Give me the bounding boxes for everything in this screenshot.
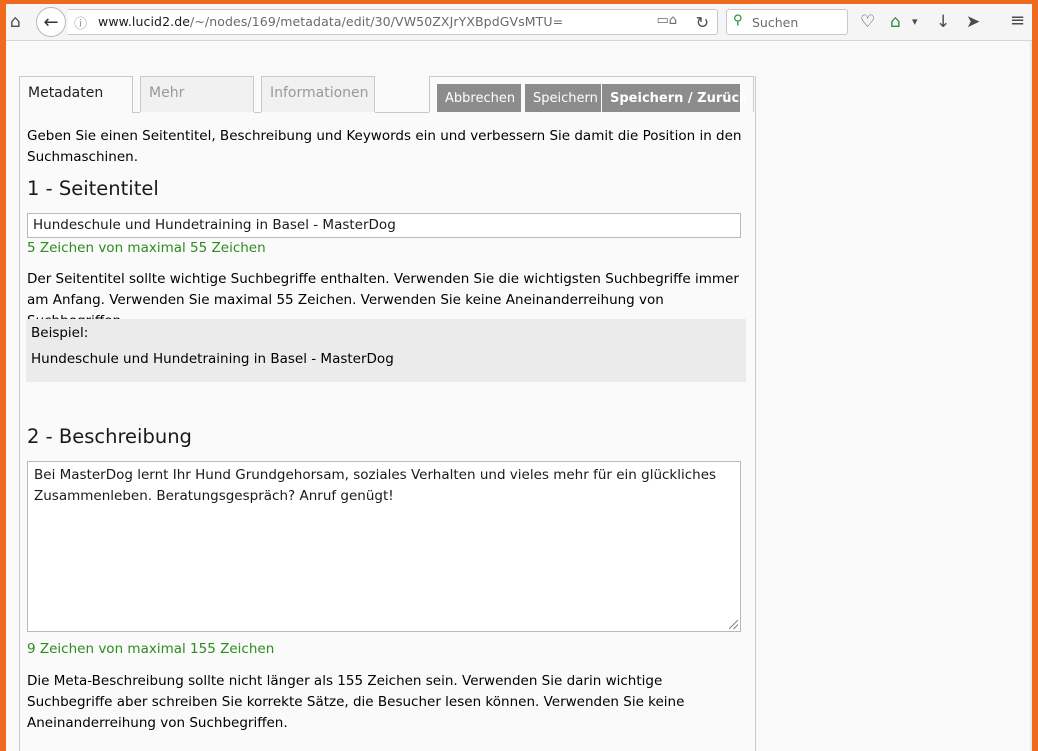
send-icon[interactable]: ➤ <box>966 12 981 32</box>
beschreibung-hint: Die Meta-Beschreibung sollte nicht länger als 155 Zeichen sein. Verwenden Sie darin wichtige Suchbegriffe aber schreiben Sie korrekte Sätze, die Besucher lesen können. Verwenden Sie keine Aneinanderreihung von Suchbegriffen. <box>27 673 685 731</box>
menu-icon[interactable]: ≡ <box>1010 10 1026 31</box>
cancel-button-label: Abbrechen <box>445 91 516 106</box>
section-heading-seitentitel: 1 - Seitentitel <box>27 177 159 200</box>
home-icon[interactable]: ⌂ <box>10 12 21 32</box>
url-domain: www.lucid2.de <box>98 14 191 29</box>
tab-label: Metadaten <box>28 85 104 101</box>
beschreibung-counter: 9 Zeichen von maximal 155 Zeichen <box>27 641 275 657</box>
tab-divider <box>133 112 140 113</box>
url-bar[interactable] <box>68 9 718 35</box>
save-back-button[interactable] <box>602 84 748 112</box>
download-icon[interactable]: ↓ <box>936 12 951 32</box>
resize-handle[interactable] <box>729 620 738 629</box>
chevron-down-icon[interactable]: ▾ <box>912 15 918 28</box>
scrollbar[interactable] <box>1030 41 1032 751</box>
info-icon[interactable]: ⓘ <box>74 17 88 32</box>
back-button[interactable] <box>36 7 66 37</box>
save-back-button-label: Speichern / Zurück <box>610 91 748 106</box>
example-value: Hundeschule und Hundetraining in Basel - MasterDog <box>31 351 394 367</box>
section-heading-beschreibung: 2 - Beschreibung <box>27 425 192 448</box>
beschreibung-textarea[interactable] <box>27 461 741 632</box>
tab-informationen[interactable] <box>261 76 375 112</box>
browser-toolbar <box>6 4 1032 41</box>
reader-view-icon[interactable]: ▭⌂ <box>656 13 677 28</box>
tab-metadaten[interactable] <box>19 76 133 113</box>
beschreibung-value: Bei MasterDog lernt Ihr Hund Grundgehorsam, soziales Verhalten und vieles mehr für ein glückliches Zusammenleben. Beratungsgespräch? Anruf genügt! <box>34 467 717 504</box>
tab-divider <box>375 112 429 113</box>
tab-label: Mehr <box>149 85 185 101</box>
save-button[interactable] <box>525 84 601 112</box>
save-button-label: Speichern <box>533 91 598 106</box>
seitentitel-example-box <box>26 319 746 382</box>
pocket-icon[interactable]: ♡ <box>860 12 876 32</box>
url-text <box>98 14 563 29</box>
tab-mehr[interactable] <box>140 76 254 112</box>
search-icon: ⚲ <box>733 13 743 28</box>
seitentitel-counter: 5 Zeichen von maximal 55 Zeichen <box>27 240 266 256</box>
tab-label: Informationen <box>270 85 369 101</box>
arrow-left-icon: ← <box>43 11 59 33</box>
extension-house-icon[interactable]: ⌂ <box>890 12 901 32</box>
seitentitel-input[interactable]: Hundeschule und Hundetraining in Basel - MasterDog <box>27 213 741 238</box>
browser-window <box>6 4 1032 751</box>
cancel-button[interactable] <box>437 84 521 112</box>
seitentitel-hint: Der Seitentitel sollte wichtige Suchbegriffe enthalten. Verwenden Sie die wichtigsten Suchbegriffe immer am Anfang. Verwenden Sie maximal 55 Zeichen. Verwenden Sie keine Aneinanderreihung von <box>27 271 739 308</box>
example-label: Beispiel: <box>31 325 89 341</box>
search-placeholder: Suchen <box>752 15 799 30</box>
intro-text: Geben Sie einen Seitentitel, Beschreibung und Keywords ein und verbessern Sie damit die Position in den Suchmaschinen. <box>27 128 742 165</box>
search-bar[interactable] <box>726 9 848 35</box>
reload-icon[interactable]: ↻ <box>695 13 709 32</box>
tab-divider <box>254 112 261 113</box>
url-path: /~/nodes/169/metadata/edit/30/VW50ZXJrYXBpdGVsMTU= <box>190 14 564 29</box>
